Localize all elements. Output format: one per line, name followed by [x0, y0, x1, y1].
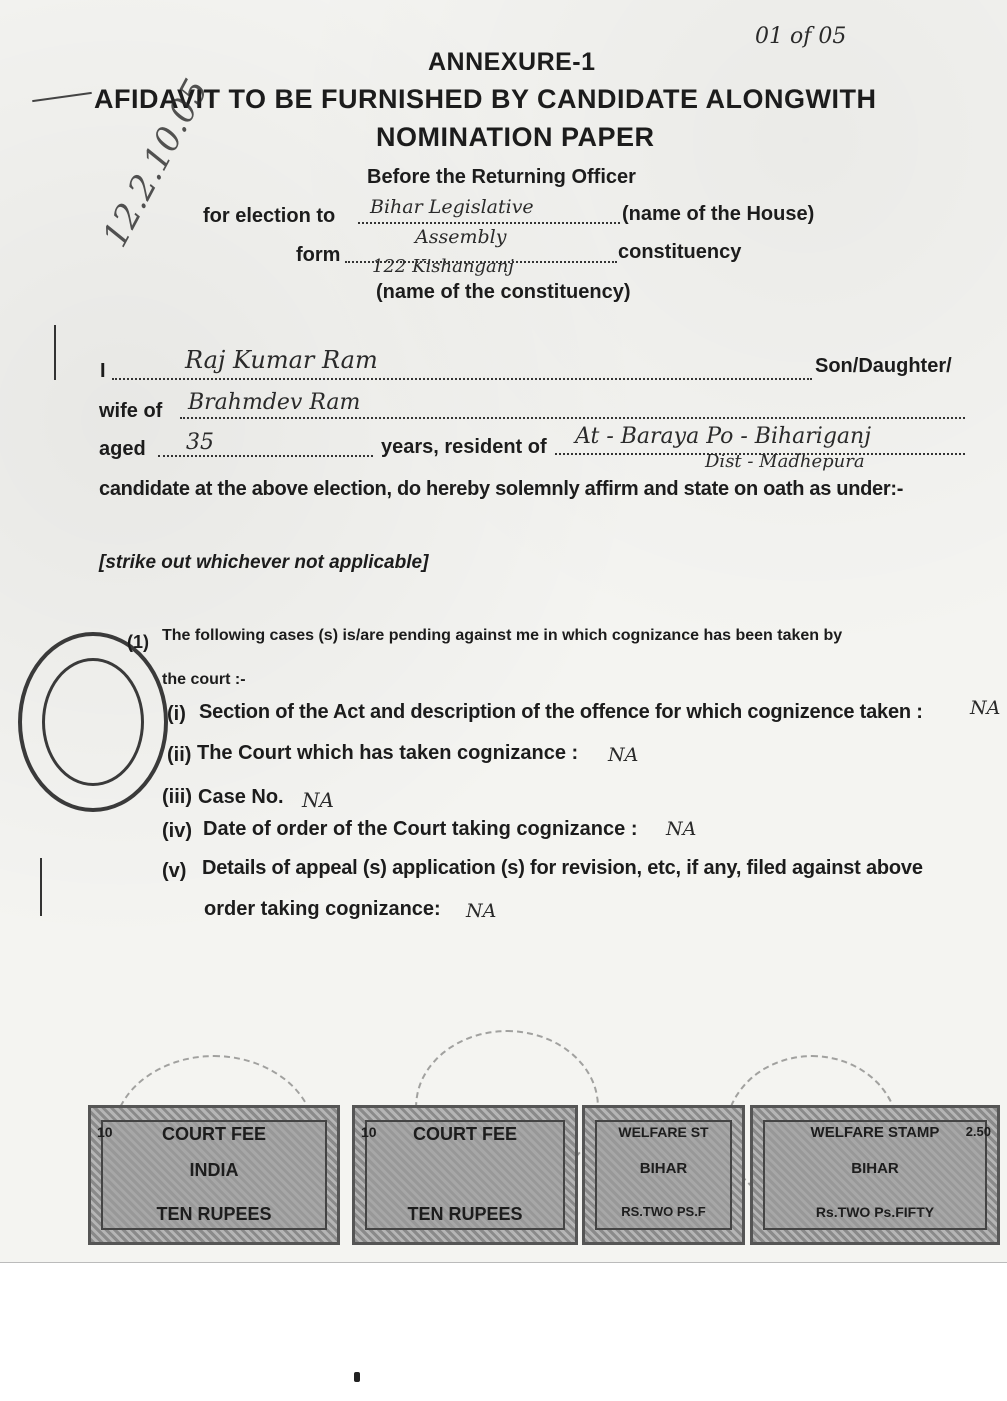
- court-fee-stamp: [352, 1105, 578, 1245]
- case-item-answer: NA: [970, 697, 1001, 719]
- father-name: Brahmdev Ram: [188, 390, 361, 415]
- annexure-heading: ANNEXURE-1: [428, 48, 596, 76]
- case-item-text: The Court which has taken cognizance :: [197, 742, 579, 764]
- house-label: (name of the House): [622, 203, 815, 225]
- case-item-answer: NA: [608, 744, 639, 766]
- form-prefix: form: [296, 244, 341, 266]
- stamp-denomination-text: Rs.TWO Ps.FIFTY: [815, 1204, 935, 1220]
- welfare-stamp: [750, 1105, 1000, 1245]
- case-item-text: Details of appeal (s) application (s) for revision, etc, if any, filed against above: [202, 857, 923, 879]
- stamp-top-text: COURT FEE: [412, 1124, 517, 1144]
- case-item-label: (v): [162, 860, 187, 882]
- case-item-text-2: order taking cognizance:: [204, 898, 441, 920]
- age-value: 35: [186, 430, 214, 455]
- house-blank: [358, 222, 620, 224]
- declarant-name: Raj Kumar Ram: [185, 346, 378, 374]
- ink-mark: [354, 1372, 360, 1382]
- election-prefix: for election to: [203, 205, 336, 227]
- stamp-value: 2.50: [965, 1124, 991, 1139]
- case-item-answer: NA: [466, 900, 497, 922]
- court-fee-stamp: [88, 1105, 340, 1245]
- returning-officer-line: Before the Returning Officer: [367, 166, 636, 188]
- i-label: I: [100, 360, 106, 382]
- relation-label: Son/Daughter/: [815, 355, 952, 377]
- margin-bracket: [54, 325, 56, 380]
- stamp-denomination-text: TEN RUPEES: [407, 1204, 523, 1224]
- case-item-answer: NA: [666, 818, 697, 840]
- welfare-stamp: [582, 1105, 745, 1245]
- stamp-country-text: BIHAR: [851, 1160, 899, 1177]
- page-ref-handwritten: 01 of 05: [755, 24, 847, 49]
- case-item-text: Date of order of the Court taking cognizance :: [203, 818, 638, 840]
- case-item-label: (iii): [162, 786, 192, 808]
- stamp-top-text: WELFARE STAMP: [810, 1124, 940, 1141]
- margin-date: 12.2.10.05: [95, 72, 217, 254]
- case-item-text: Section of the Act and description of the offence for which cognizence taken :: [199, 701, 923, 723]
- constituency-value: 122 Kishanganj: [372, 256, 514, 277]
- blank-page-area: [0, 1262, 1007, 1401]
- stamp-top-text: COURT FEE: [161, 1124, 266, 1144]
- constituency-label: constituency: [618, 241, 742, 263]
- stamp-denomination-text: RS.TWO PS.F: [621, 1204, 706, 1219]
- address-value-2: Dist - Madhepura: [705, 451, 865, 472]
- stamp-value: 10: [97, 1124, 113, 1140]
- affidavit-title: AFIDAVIT TO BE FURNISHED BY CANDIDATE ALONGWITH: [94, 84, 877, 114]
- resident-label: years, resident of: [381, 436, 547, 458]
- case-section-number: (1): [127, 632, 149, 652]
- constituency-note: (name of the constituency): [376, 281, 631, 303]
- case-intro-line2: the court :-: [162, 671, 246, 688]
- case-item-answer: NA: [302, 788, 334, 812]
- father-blank: [180, 417, 965, 419]
- affidavit-title-line2: NOMINATION PAPER: [376, 122, 655, 152]
- stamp-country-text: INDIA: [189, 1160, 239, 1180]
- wife-of-label: wife of: [99, 400, 163, 422]
- address-value: At - Baraya Po - Bihariganj: [575, 424, 872, 449]
- age-blank: [158, 455, 373, 457]
- case-item-text: Case No.: [198, 786, 284, 808]
- stamp-top-text: WELFARE ST: [618, 1124, 709, 1140]
- strike-out-instruction: [strike out whichever not applicable]: [99, 552, 429, 573]
- case-item-label: (ii): [167, 744, 192, 766]
- notary-seal: [18, 632, 168, 812]
- case-item-label: (iv): [162, 820, 192, 842]
- name-blank: [112, 378, 812, 380]
- stamp-country-text: BIHAR: [639, 1160, 688, 1177]
- stamp-denomination-text: TEN RUPEES: [156, 1204, 272, 1224]
- case-item-label: (i): [167, 703, 186, 725]
- case-intro: The following cases (s) is/are pending against me in which cognizance has been taken by: [162, 627, 843, 644]
- oath-statement: candidate at the above election, do hereby solemnly affirm and state on oath as under:-: [99, 478, 904, 500]
- margin-bracket: [40, 858, 42, 916]
- house-value-2: Assembly: [415, 226, 507, 248]
- house-value: Bihar Legislative: [370, 196, 534, 218]
- stamp-value: 10: [361, 1124, 377, 1140]
- aged-label: aged: [99, 438, 146, 460]
